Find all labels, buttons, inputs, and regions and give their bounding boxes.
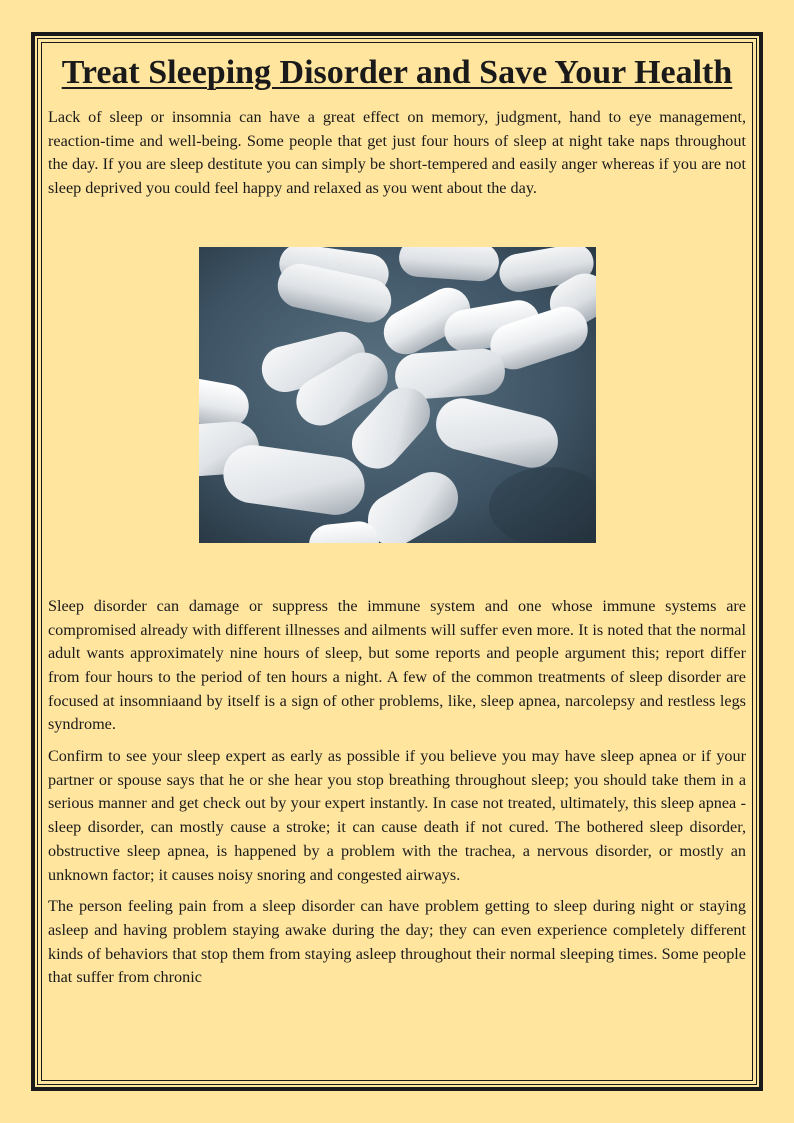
- pills-photo: [199, 247, 596, 543]
- paragraph-immune-system: Sleep disorder can damage or suppress the immune system and one whose immune systems are compromised already with different illnesses and ailments will suffer even more. It is noted that the normal adult wants approximately nine hours of sleep, but some reports and people argument this; report differ from four hours to the period of ten hours a night. A few of the common treatments of sleep disorder are focused at insomniaand by itself is a sign of other problems, like, sleep apnea, narcolepsy and restless legs syndrome.: [48, 596, 746, 734]
- page-content: [48, 48, 746, 1076]
- paragraph-intro: Lack of sleep or insomnia can have a great effect on memory, judgment, hand to eye management, reaction-time and well-being. Some people that get just four hours of sleep at night take naps throughout the day. If you are sleep destitute you can simply be short-tempered and easily anger whereas if you are not sleep deprived you could feel happy and relaxed as you went about the day.: [48, 108, 746, 198]
- figure-container: [48, 247, 746, 543]
- page-title: Treat Sleeping Disorder and Save Your Health: [61, 54, 733, 91]
- paragraph-chronic-sufferers: The person feeling pain from a sleep disorder can have problem getting to sleep during night or staying asleep and having problem staying awake during the day; they can even experience completely different kinds of behaviors that stop them from staying asleep throughout their normal sleeping times. Some people that suffer from chronic: [48, 897, 746, 987]
- paragraph-sleep-apnea: Confirm to see your sleep expert as early as possible if you believe you may have sleep apnea or if your partner or spouse says that he or she hear you stop breathing throughout sleep; you should take them in a serious manner and get check out by your expert instantly. In case not treated, ultimately, this sleep apnea - sleep disorder, can mostly cause a stroke; it can cause death if not cured. The bothered sleep disorder, obstructive sleep apnea, is happened by a problem with the trachea, a nervous disorder, or mostly an unknown factor; it causes noisy snoring and congested airways.: [48, 747, 746, 884]
